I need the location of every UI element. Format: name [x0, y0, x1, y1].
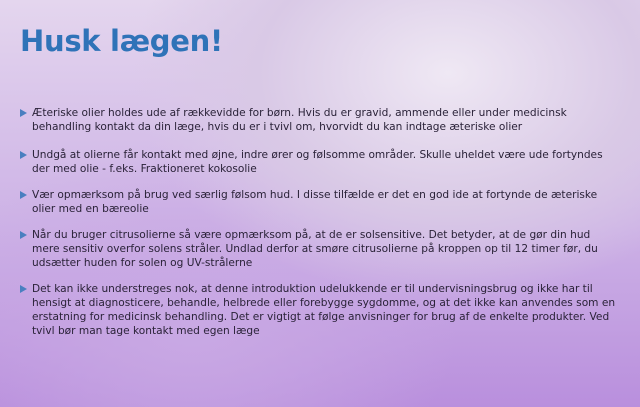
bullet-list	[20, 106, 620, 352]
triangle-right-icon	[20, 191, 27, 199]
bullet-item	[20, 228, 620, 270]
bullet-text: Det kan ikke understreges nok, at denne introduktion udelukkende er til undervisningsbrug og ikke har til hensigt at diagnosticere, behandle, helbrede eller forebygge sygdomme, og at det ikke kan anvendes som en erstatning for medicinsk behandling. Det er vigtigt at følge anvisninger for brug af de enkelte produkter. Ved tvivl bør man tage kontakt med egen læge	[32, 283, 616, 337]
triangle-right-icon	[20, 109, 27, 117]
bullet-item	[20, 282, 620, 338]
bullet-item	[20, 148, 620, 176]
bullet-text: Vær opmærksom på brug ved særlig følsom hud. I disse tilfælde er det en god ide at fortynde de æteriske olier med en bæreolie	[32, 189, 598, 215]
bullet-text: Når du bruger citrusolierne så være opmærksom på, at de er solsensitive. Det betyder, at de gør din hud mere sensitiv overfor solens stråler. Undlad derfor at smøre citrusolierne på kroppen op til 12 timer før, du udsætter huden for solen og UV-strålerne	[32, 229, 598, 269]
bullet-text: Undgå at olierne får kontakt med øjne, indre ører og følsomme områder. Skulle uheldet være ude fortyndes der med olie - f.eks. Fraktioneret kokosolie	[32, 149, 603, 175]
bullet-item	[20, 188, 620, 216]
bullet-item	[20, 106, 620, 134]
triangle-right-icon	[20, 151, 27, 159]
triangle-right-icon	[20, 285, 27, 293]
bullet-text: Æteriske olier holdes ude af rækkevidde for børn. Hvis du er gravid, ammende eller under medicinsk behandling kontakt da din læge, hvis du er i tvivl om, hvorvidt du kan indtage æteriske olier	[32, 107, 567, 133]
slide-title: Husk lægen!	[20, 24, 223, 58]
triangle-right-icon	[20, 231, 27, 239]
